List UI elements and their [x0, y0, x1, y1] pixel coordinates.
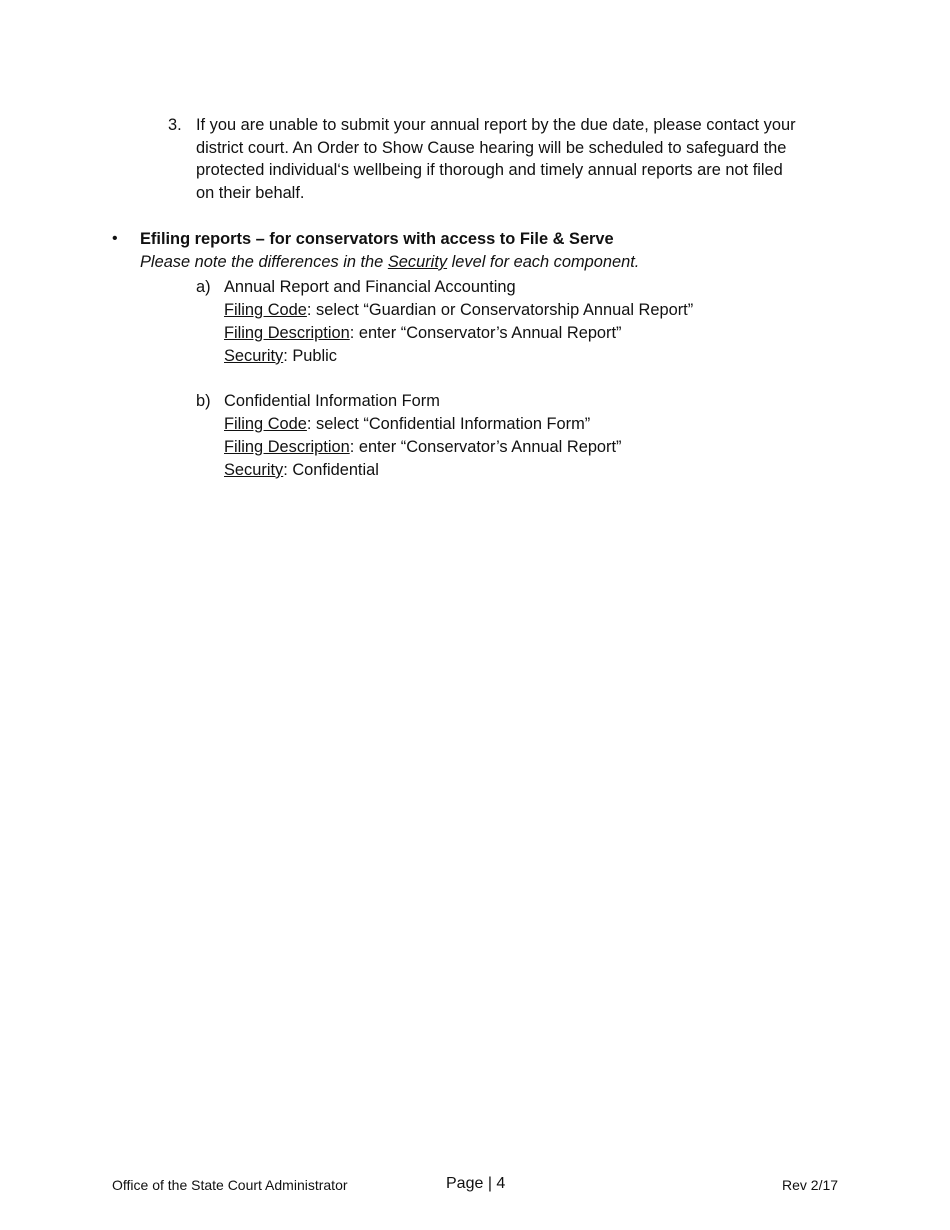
- security-label: Security: [224, 461, 284, 479]
- note-security-term: Security: [387, 253, 448, 271]
- security-line: [224, 459, 622, 482]
- bullet-icon: •: [112, 230, 118, 247]
- filing-description-line: [224, 436, 622, 459]
- filing-description-line: [224, 322, 693, 345]
- sub-item-heading: Annual Report and Financial Accounting: [224, 278, 516, 296]
- filing-description-label: Filing Description: [224, 324, 350, 342]
- sub-item-lines: [224, 390, 622, 482]
- filing-code-value: : select “Confidential Information Form”: [306, 415, 591, 433]
- note-text: level for each component.: [447, 253, 640, 271]
- filing-code-value: : select “Guardian or Conservatorship Annual Report”: [306, 301, 694, 319]
- filing-code-line: [224, 299, 693, 322]
- text-line: district court. An Order to Show Cause hearing will be scheduled to safeguard the: [196, 138, 787, 157]
- filing-description-label: Filing Description: [224, 438, 350, 456]
- sub-item-heading: Confidential Information Form: [224, 392, 440, 410]
- footer-office-name: Office of the State Court Administrator: [112, 1177, 348, 1193]
- security-value: : Confidential: [283, 461, 379, 479]
- text-line: protected individual‘s wellbeing if thorough and timely annual reports are not filed: [196, 161, 783, 180]
- footer-revision: Rev 2/17: [782, 1177, 839, 1193]
- security-value: : Public: [283, 347, 337, 365]
- sub-item-label: a): [196, 278, 211, 296]
- filing-description-value: : enter “Conservator’s Annual Report”: [349, 438, 622, 456]
- list-number: 3.: [168, 116, 182, 134]
- text-line: If you are unable to submit your annual report by the due date, please contact your: [196, 116, 796, 134]
- filing-code-label: Filing Code: [224, 301, 307, 319]
- sub-item-label: b): [196, 392, 211, 410]
- filing-description-value: : enter “Conservator’s Annual Report”: [349, 324, 622, 342]
- section-heading: Efiling reports – for conservators with access to File & Serve: [140, 230, 614, 248]
- footer-page-number: Page | 4: [446, 1175, 506, 1192]
- filing-code-label: Filing Code: [224, 415, 307, 433]
- note-text: Please note the differences in the: [140, 253, 388, 271]
- text-line: on their behalf.: [196, 183, 305, 202]
- security-line: [224, 345, 693, 368]
- security-label: Security: [224, 347, 284, 365]
- filing-code-line: [224, 413, 622, 436]
- section-note: [140, 251, 639, 274]
- sub-item-lines: [224, 276, 693, 368]
- list-item-text: [196, 114, 841, 204]
